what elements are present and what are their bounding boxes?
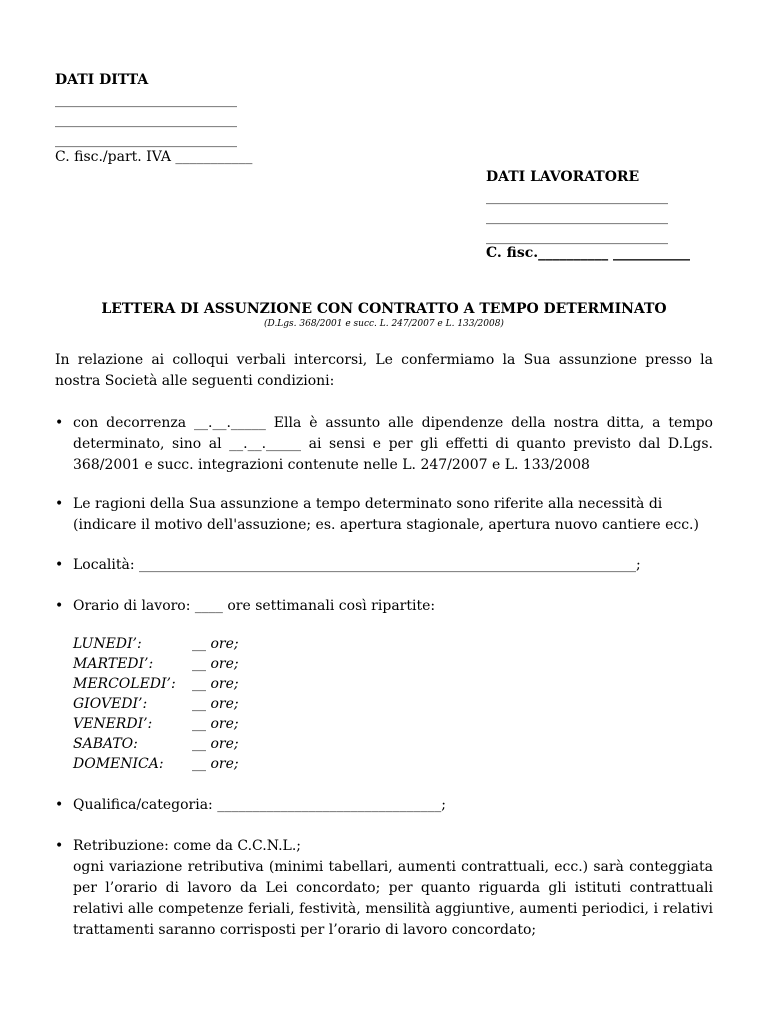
worker-line-3: __________________________: [486, 229, 668, 245]
weekly-schedule: [73, 634, 239, 774]
schedule-hours: __ ore;: [192, 676, 239, 692]
bullet-marker: •: [55, 838, 64, 854]
schedule-day: VENERDI’:: [73, 716, 153, 732]
worker-line-2: __________________________: [486, 209, 668, 225]
document-subtitle: (D.Lgs. 368/2001 e succ. L. 247/2007 e L. 133/2008): [264, 319, 504, 329]
schedule-row: [73, 654, 239, 674]
company-line-3: __________________________: [55, 132, 237, 148]
schedule-row: [73, 694, 239, 714]
bullet-marker: •: [55, 598, 64, 614]
schedule-hours: __ ore;: [192, 636, 239, 652]
schedule-day: LUNEDI’:: [73, 636, 142, 652]
schedule-day: DOMENICA:: [73, 756, 164, 772]
schedule-row: [73, 754, 239, 774]
schedule-day: MARTEDI’:: [73, 656, 154, 672]
schedule-row: [73, 634, 239, 654]
schedule-hours: __ ore;: [192, 736, 239, 752]
worker-tax-code: C. fisc.__________ ___________: [486, 245, 690, 261]
schedule-day: MERCOLEDI’:: [73, 676, 176, 692]
schedule-row: [73, 734, 239, 754]
schedule-row: [73, 714, 239, 734]
company-heading: DATI DITTA: [55, 72, 149, 88]
schedule-hours: __ ore;: [192, 716, 239, 732]
schedule-hours: __ ore;: [192, 696, 239, 712]
bullet-retribuzione: Retribuzione: come da C.C.N.L.;: [73, 838, 301, 854]
bullet-decorrenza: con decorrenza __.__._____ Ella è assunto alle dipendenze della nostra ditta, a tempo determinato, sino al __.__._____ ai sensi e per gli effetti di quanto previsto dal D.Lgs. 368/2001 e succ. integrazioni contenute nelle L. 247/2007 e L. 133/2008: [73, 415, 713, 473]
company-line-1: __________________________: [55, 92, 237, 108]
schedule-row: [73, 674, 239, 694]
document-title: LETTERA DI ASSUNZIONE CON CONTRATTO A TEMPO DETERMINATO: [101, 301, 667, 317]
bullet-marker: •: [55, 797, 64, 813]
bullet-orario: Orario di lavoro: ____ ore settimanali così ripartite:: [73, 598, 436, 614]
worker-line-1: __________________________: [486, 189, 668, 205]
company-line-2: __________________________: [55, 112, 237, 128]
company-tax-code: C. fisc./part. IVA ___________: [55, 149, 253, 165]
schedule-day: GIOVEDI’:: [73, 696, 148, 712]
bullet-ragioni: Le ragioni della Sua assunzione a tempo determinato sono riferite alla necessità di (indicare il motivo dell'assuzione; es. apertura stagionale, apertura nuovo cantiere ecc.): [73, 496, 699, 533]
intro-paragraph: In relazione ai colloqui verbali intercorsi, Le confermiamo la Sua assunzione presso la nostra Società alle seguenti condizioni:: [55, 352, 713, 389]
worker-heading: DATI LAVORATORE: [486, 169, 640, 185]
schedule-day: SABATO:: [73, 736, 138, 752]
schedule-hours: __ ore;: [192, 656, 239, 672]
bullet-marker: •: [55, 496, 64, 512]
bullet-localita: Località: _______________________________________________________________________;: [73, 557, 641, 573]
retribuzione-details: ogni variazione retributiva (minimi tabellari, aumenti contrattuali, ecc.) sarà conteggiata per l’orario di lavoro da Lei concordato; per quanto riguarda gli istituti contrattuali relativi alle competenze feriali, festività, mensilità aggiuntive, aumenti periodici, i relativi trattamenti saranno corrisposti per l’orario di lavoro concordato;: [73, 859, 713, 938]
bullet-marker: •: [55, 557, 64, 573]
bullet-qualifica: Qualifica/categoria: ________________________________;: [73, 797, 446, 813]
schedule-hours: __ ore;: [192, 756, 239, 772]
bullet-marker: •: [55, 415, 64, 431]
